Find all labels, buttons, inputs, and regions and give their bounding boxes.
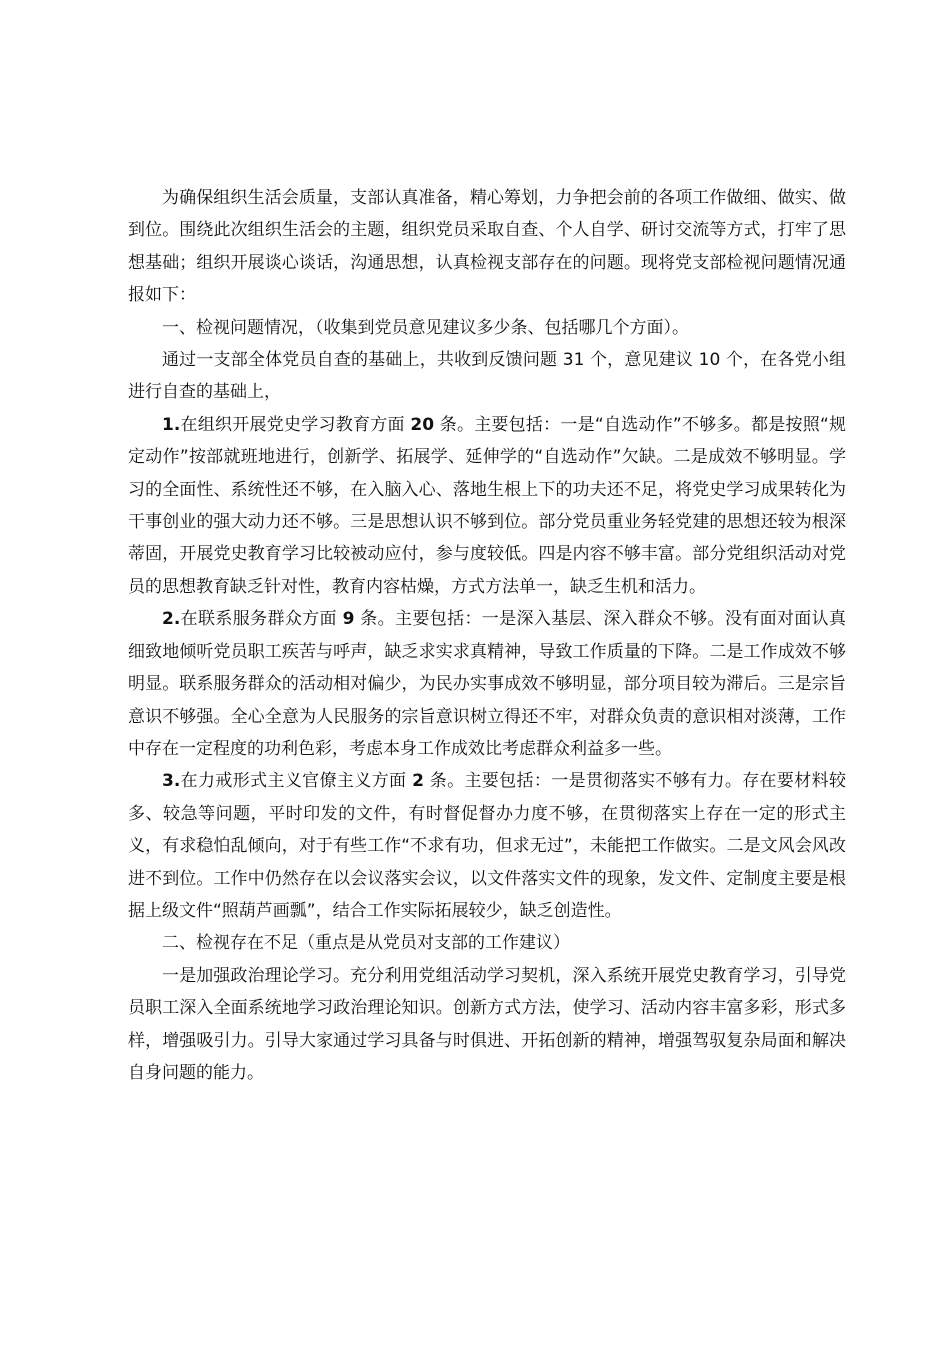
item-2-lead-b: 条。 — [354, 609, 395, 630]
item-3-count: 2 — [412, 771, 424, 792]
item-1-paragraph — [128, 409, 846, 603]
item-1-body: 主要包括：一是“自选动作”不够多。都是按照“规定动作”按部就班地进行，创新学、拓展学、延伸学的“自选动作”欠缺。二是成效不够明显。学习的全面性、系统性还不够，在入脑入心、落地生根上下的功夫还不足，将党史学习成果转化为干事创业的强大动力还不够。三是思想认识不够到位。部分党员重业务轻党建的思想还较为根深蒂固，开展党史教育学习比较被动应付，参与度较低。四是内容不够丰富。部分党组织活动对党员的思想教育缺乏针对性，教育内容枯燥，方式方法单一，缺乏生机和活力。 — [128, 414, 846, 597]
section1-heading: 一、检视问题情况，（收集到党员意见建议多少条、包括哪几个方面）。 — [162, 317, 689, 338]
item-2-number: 2. — [162, 609, 181, 630]
item-1-lead-b: 条。 — [434, 414, 475, 435]
item-2-lead-a: 在联系服务群众方面 — [180, 609, 343, 630]
item-1-lead-a: 在组织开展党史学习教育方面 — [180, 414, 411, 435]
item-3-body: 主要包括：一是贯彻落实不够有力。存在要材料较多、较急等问题，平时印发的文件，有时督促督办力度不够，在贯彻落实上存在一定的形式主义，有求稳怕乱倾向，对于有些工作“不求有功，但求无过”，未能把工作做实。二是文风会风改进不到位。工作中仍然存在以会议落实会议，以文件落实文件的现象，发文件、定制度主要是根据上级文件“照葫芦画瓢”，结合工作实际拓展较少，缺乏创造性。 — [128, 771, 847, 921]
item-3-number: 3. — [162, 771, 181, 792]
item-1-count: 20 — [410, 414, 435, 435]
item-3-paragraph — [128, 765, 846, 927]
item-3-lead-a: 在力戒形式主义官僚主义方面 — [180, 771, 413, 792]
document-body — [128, 182, 846, 1089]
intro-paragraph: 为确保组织生活会质量，支部认真准备，精心筹划，力争把会前的各项工作做细、做实、做到位。围绕此次组织生活会的主题，组织党员采取自查、个人自学、研讨交流等方式，打牢了思想基础；组织开展谈心谈话，沟通思想，认真检视支部存在的问题。现将党支部检视问题情况通报如下： — [128, 188, 846, 306]
section1-summary: 通过一支部全体党员自查的基础上，共收到反馈问题 31 个，意见建议 10 个，在各党小组进行自查的基础上， — [128, 350, 846, 403]
section2-body: 一是加强政治理论学习。充分利用党组活动学习契机，深入系统开展党史教育学习，引导党员职工深入全面系统地学习政治理论知识。创新方式方法，使学习、活动内容丰富多彩，形式多样，增强吸引力。引导大家通过学习具备与时俱进、开拓创新的精神，增强驾驭复杂局面和解决自身问题的能力。 — [128, 965, 846, 1083]
item-2-count: 9 — [342, 609, 355, 630]
section2-heading: 二、检视存在不足（重点是从党员对支部的工作建议） — [162, 933, 570, 954]
item-3-lead-b: 条。 — [423, 771, 465, 792]
item-2-body: 主要包括：一是深入基层、深入群众不够。没有面对面认真细致地倾听党员职工疾苦与呼声，缺乏求实求真精神，导致工作质量的下降。二是工作成效不够明显。联系服务群众的活动相对偏少，为民办实事成效不够明显，部分项目较为滞后。三是宗旨意识不够强。全心全意为人民服务的宗旨意识树立得还不牢，对群众负责的意识相对淡薄，工作中存在一定程度的功利色彩，考虑本身工作成效比考虑群众利益多一些。 — [128, 609, 847, 759]
item-2-paragraph — [128, 603, 846, 765]
item-1-number: 1. — [162, 414, 181, 435]
